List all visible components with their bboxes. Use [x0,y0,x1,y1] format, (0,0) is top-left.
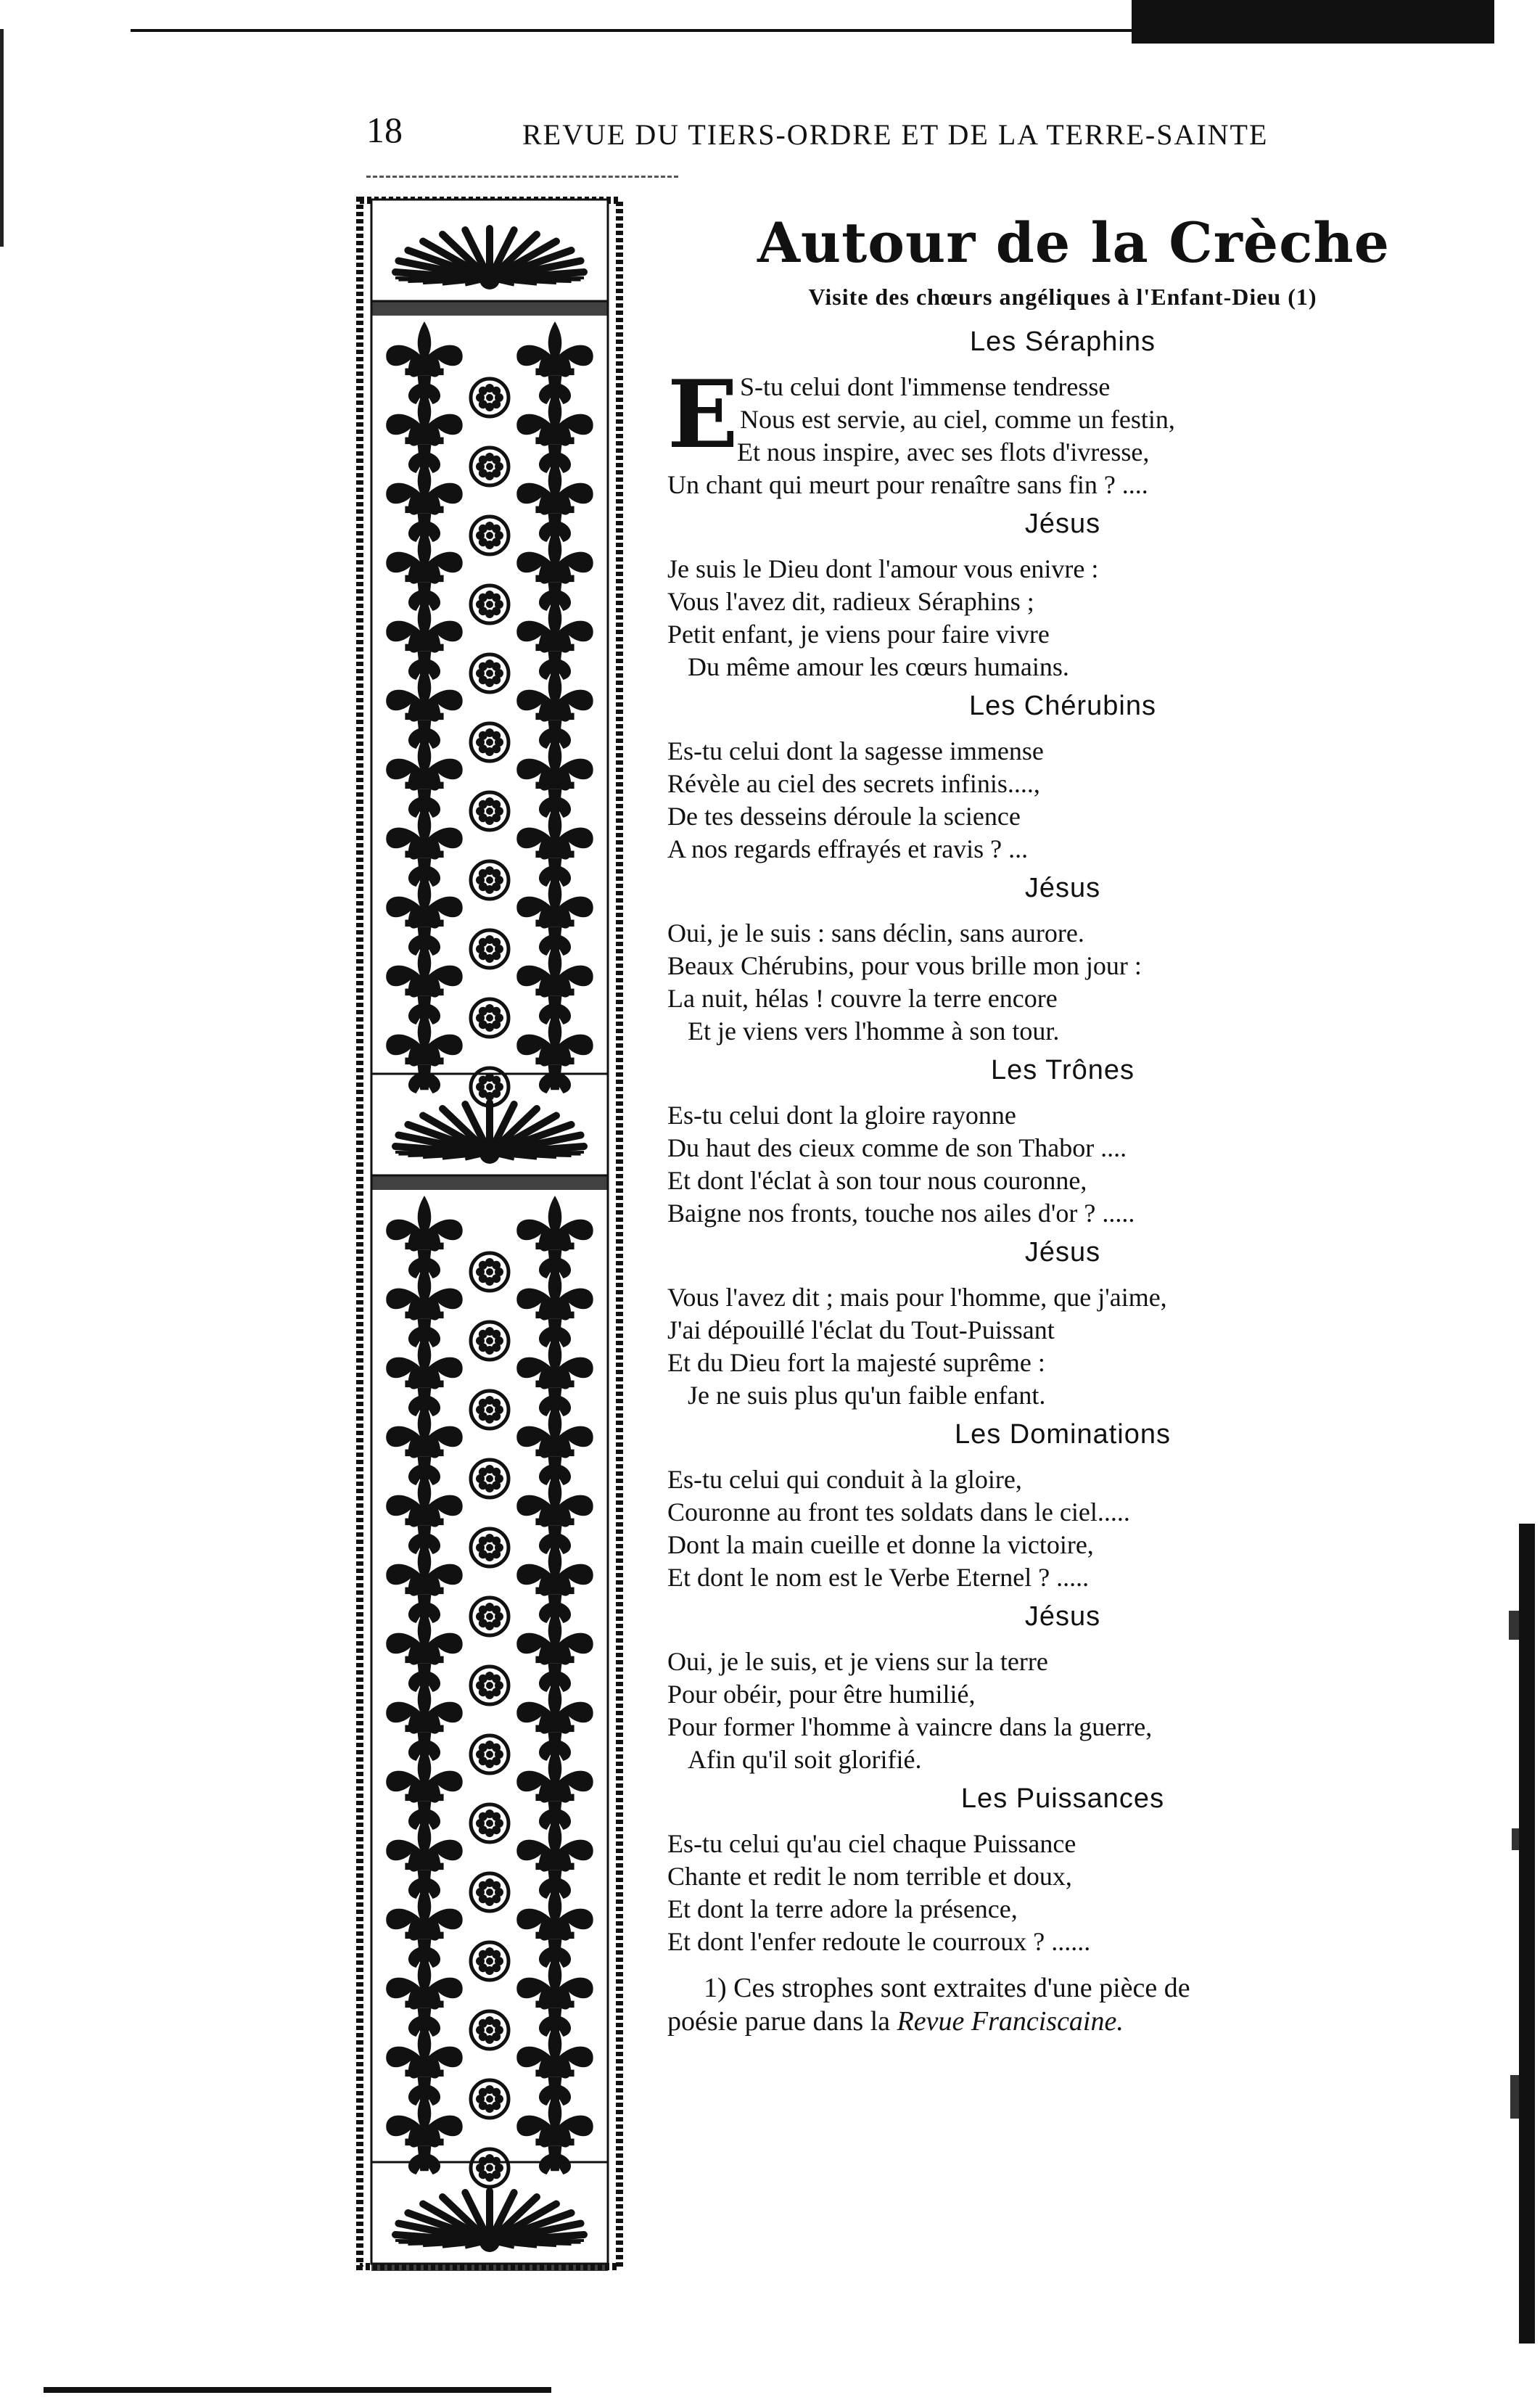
rosette-icon [471,1391,508,1429]
rosette-icon [471,1942,508,1980]
rosette-icon [471,1735,508,1773]
section-jesus-1 [667,509,1436,683]
rosette-icon [471,1529,508,1566]
verse-line: Es-tu celui qui conduit à la gloire, [667,1465,1022,1494]
verse-line: De tes desseins déroule la science [667,802,1021,831]
voice-heading: Les Chérubins [968,691,1157,721]
section-jesus-2 [667,873,1436,1048]
rosette-icon [471,723,508,761]
verse-line: Es-tu celui dont la gloire rayonne [667,1101,1016,1130]
verse-line: Petit enfant, je viens pour faire vivre [667,620,1050,649]
stanza [667,1463,1436,1594]
verse-line: Es-tu celui qu'au ciel chaque Puissance [667,1829,1076,1858]
rosette-icon [471,1460,508,1498]
stanza [667,1281,1436,1412]
page-edge-icon [1509,1524,1535,2344]
section-jesus-4 [667,1601,1436,1776]
verse-line: Oui, je le suis : sans déclin, sans aurore. [667,919,1084,948]
rosette-icon [471,1068,508,1106]
voice-heading: Jésus [1024,1601,1101,1632]
voice-heading: Les Séraphins [970,326,1156,357]
verse-line: Je ne suis plus qu'un faible enfant. [688,1381,1046,1410]
voice-heading: Les Dominations [954,1419,1172,1450]
rosette-icon [471,2080,508,2118]
verse-line: Du haut des cieux comme de son Thabor .... [667,1133,1127,1162]
poem [667,210,1436,2038]
verse-line: Du même amour les cœurs humains. [688,652,1069,681]
verse-line: Dont la main cueille et donne la victoire, [667,1530,1094,1559]
stanza [667,917,1436,1048]
right-edge-shadow [1509,1524,1535,2344]
section-jesus-3 [667,1237,1436,1412]
stanza [667,1646,1436,1776]
verse-line: J'ai dépouillé l'éclat du Tout-Puissant [667,1315,1055,1344]
left-edge-mark [0,29,14,247]
verse-line: Nous est servie, au ciel, comme un festin, [740,405,1175,434]
voice-heading: Jésus [1024,1237,1101,1268]
section-cherubins [667,691,1436,866]
footnote-text: poésie parue dans la [667,2006,897,2037]
voice-heading: Les Puissances [960,1783,1165,1814]
fan-ornament-icon [371,200,608,316]
rosette-icon [471,448,508,485]
page-number: 18 [366,110,403,150]
verse-line: Couronne au front tes soldats dans le ciel..... [667,1498,1130,1527]
verse-line: A nos regards effrayés et ravis ? ... [667,834,1029,863]
rosette-icon [471,792,508,830]
stanza [667,735,1436,866]
header-rule [366,176,678,178]
rosette-icon [471,586,508,623]
verse-line: Vous l'avez dit ; mais pour l'homme, que j'aime, [667,1283,1167,1312]
verse-line: Baigne nos fronts, touche nos ailes d'or ? ..... [667,1199,1135,1228]
bottom-edge-rule [44,2387,551,2393]
fleur-de-lis-border-icon [355,196,624,2271]
verse-line: La nuit, hélas ! couvre la terre encore [667,984,1058,1013]
verse-line: Je suis le Dieu dont l'amour vous enivre : [667,554,1099,583]
stanza [667,1828,1436,1958]
verse-line: Es-tu celui dont la sagesse immense [667,736,1044,765]
footnote-line [667,2005,1436,2038]
stanza [667,1099,1436,1230]
rosette-icon [471,654,508,692]
journal-title: Revue Franciscaine. [897,2006,1124,2037]
verse-line: Et je viens vers l'homme à son tour. [688,1016,1060,1046]
verse-line: Et dont l'enfer redoute le courroux ? ...... [667,1927,1091,1956]
verse-line: Et dont la terre adore la présence, [667,1894,1018,1923]
footnote-line: 1) Ces strophes sont extraites d'une pièce de [704,1973,1190,2003]
voice-heading: Jésus [1024,509,1101,539]
rosette-icon [471,1322,508,1360]
verse-line: Et du Dieu fort la majesté suprême : [667,1348,1045,1377]
stanza [667,553,1436,683]
rosette-icon [471,517,508,554]
verse-line: Vous l'avez dit, radieux Séraphins ; [667,587,1034,616]
rosette-icon [471,1667,508,1704]
rosette-icon [471,1598,508,1635]
poem-title: Autour de la Crèche [757,210,1391,275]
verse-line: Afin qu'il soit glorifié. [688,1745,922,1774]
fan-ornament-icon [371,1074,608,1190]
section-seraphins [667,326,1436,501]
footnote [667,1971,1436,2038]
rosette-icon [471,1804,508,1842]
rosette-icon [471,1253,508,1291]
verse-line: Et nous inspire, avec ses flots d'ivresse, [737,438,1150,467]
rosette-icon [471,861,508,899]
verse-line: Révèle au ciel des secrets infinis...., [667,769,1040,798]
section-puissances [667,1783,1436,1958]
verse-line: S-tu celui dont l'immense tendresse [740,372,1111,401]
page-header [366,109,1382,167]
rosette-icon [471,930,508,968]
verse-line: Et dont l'éclat à son tour nous couronne, [667,1166,1087,1195]
rosette-icon [471,2149,508,2187]
verse-line: Beaux Chérubins, pour vous brille mon jour : [667,951,1142,980]
verse-line: Pour obéir, pour être humilié, [667,1680,976,1709]
rosette-icon [471,1873,508,1911]
rosette-icon [471,379,508,416]
section-dominations [667,1419,1436,1594]
voice-heading: Les Trônes [991,1055,1135,1085]
ornamental-border [355,196,624,2271]
verse-line: Pour former l'homme à vaincre dans la guerre, [667,1712,1153,1741]
running-head: REVUE DU TIERS-ORDRE ET DE LA TERRE-SAINTE [522,118,1269,151]
verse-line: Et dont le nom est le Verbe Eternel ? ..... [667,1563,1090,1592]
verse-line: Oui, je le suis, et je viens sur la terre [667,1647,1048,1676]
poem-subtitle: Visite des chœurs angéliques à l'Enfant-Dieu (1) [808,284,1317,310]
stanza [667,361,1436,501]
verse-line: Chante et redit le nom terrible et doux, [667,1862,1072,1891]
rosette-icon [471,999,508,1037]
top-edge-bar [1132,0,1494,44]
voice-heading: Jésus [1024,873,1101,903]
rosette-icon [471,2011,508,2049]
drop-cap: E [667,361,738,469]
verse-line: Un chant qui meurt pour renaître sans fin ? .... [667,470,1148,499]
section-trones [667,1055,1436,1230]
